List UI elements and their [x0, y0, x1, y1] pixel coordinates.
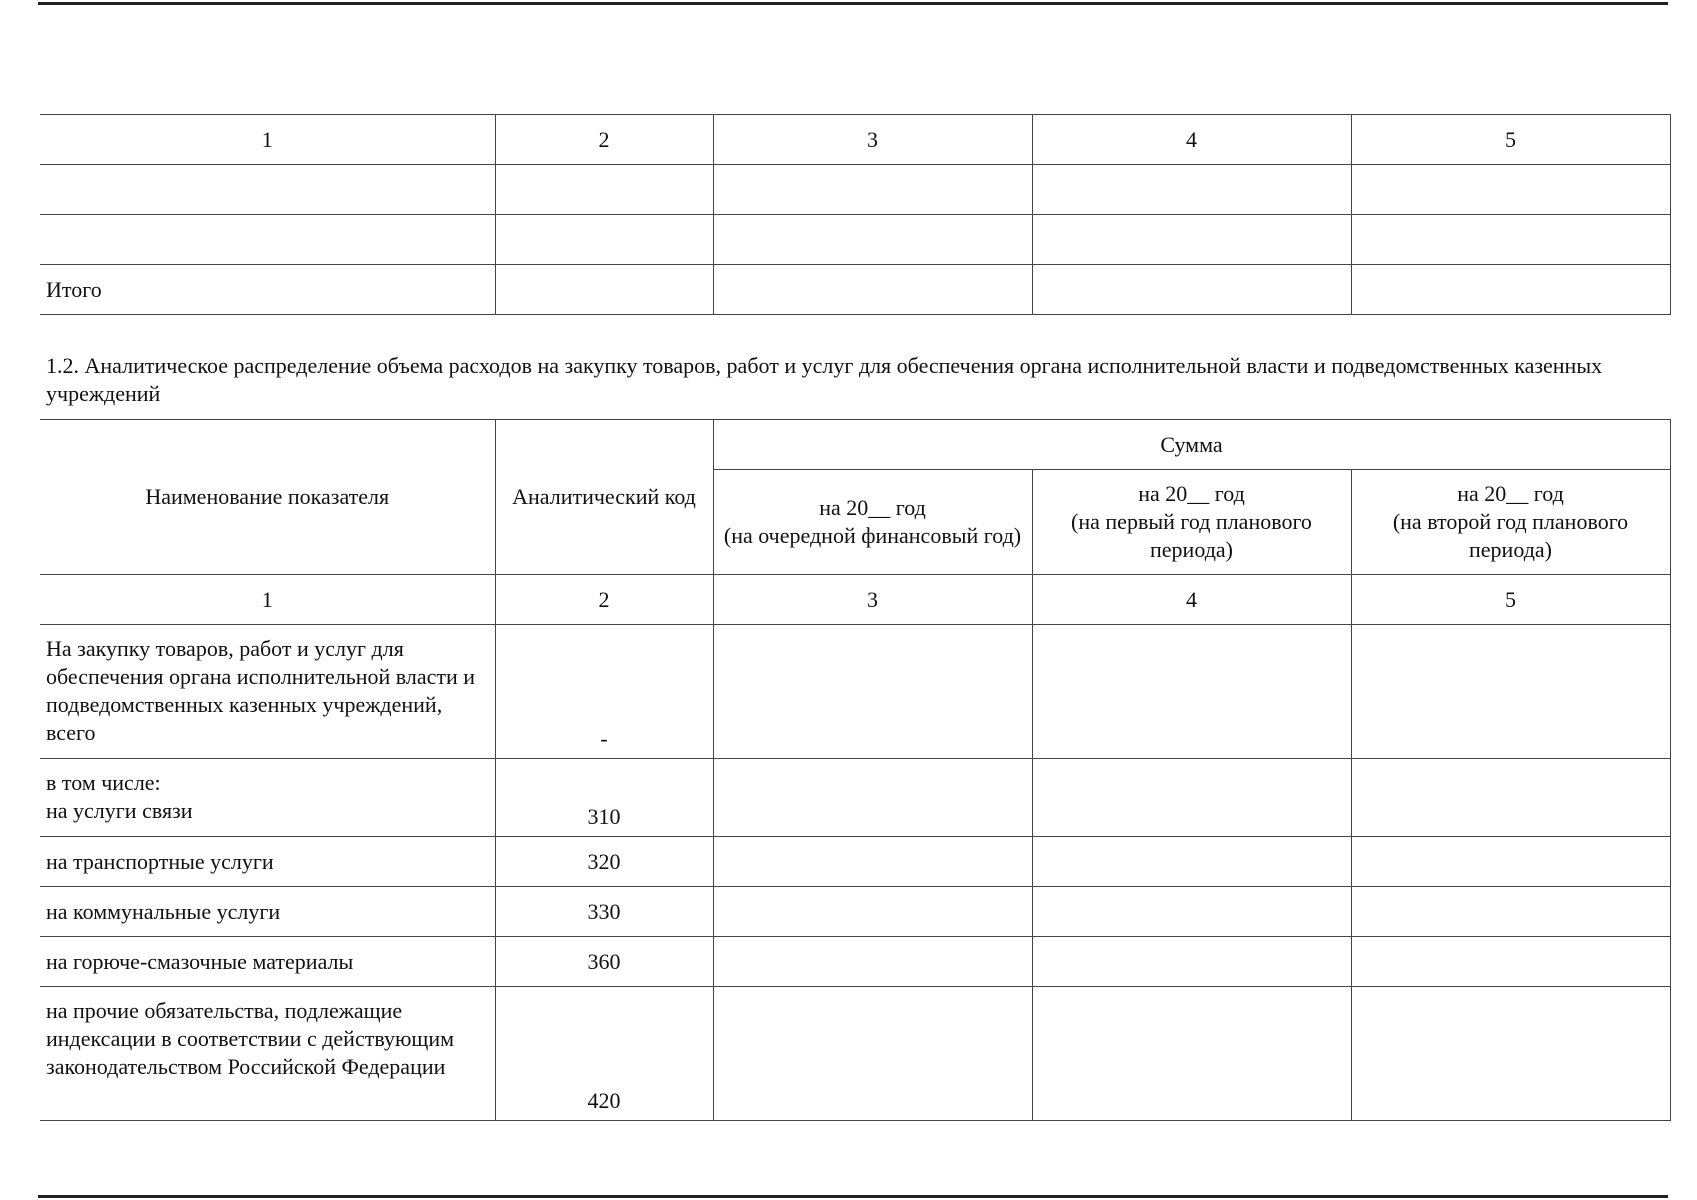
table-row [40, 759, 1670, 837]
empty-cell[interactable] [713, 165, 1032, 215]
table-row [40, 625, 1670, 759]
empty-cell[interactable] [1351, 759, 1670, 837]
total-row [40, 265, 1670, 315]
header-year-plan-1: на 20__ год (на первый год планового периода) [1032, 470, 1351, 575]
header-year-plan-2: на 20__ год (на второй год планового периода) [1351, 470, 1670, 575]
table-row [40, 887, 1670, 937]
empty-cell[interactable] [713, 265, 1032, 315]
table-row [40, 215, 1670, 265]
expenses-table-continuation [40, 114, 1671, 315]
total-label: Итого [40, 265, 495, 315]
table-row [40, 165, 1670, 215]
col-number-4: 4 [1032, 115, 1351, 165]
row-code: 330 [495, 887, 713, 937]
empty-cell[interactable] [495, 265, 713, 315]
empty-cell[interactable] [1351, 837, 1670, 887]
empty-cell[interactable] [1032, 837, 1351, 887]
row-code: 310 [495, 759, 713, 837]
empty-cell[interactable] [713, 837, 1032, 887]
empty-cell[interactable] [1032, 937, 1351, 987]
row-name: На закупку товаров, работ и услуг для обеспечения органа исполнительной власти и подведомственных казенных учреждений, всего [40, 625, 495, 759]
empty-cell[interactable] [495, 215, 713, 265]
row-name: на прочие обязательства, подлежащие индексации в соответствии с действующим законодательством Российской Федерации [40, 987, 495, 1121]
analytic-distribution-table [40, 419, 1671, 1121]
header-row-1 [40, 420, 1670, 470]
column-number-row [40, 575, 1670, 625]
table-row [40, 987, 1670, 1121]
empty-cell[interactable] [713, 625, 1032, 759]
empty-cell[interactable] [40, 215, 495, 265]
table-row [40, 837, 1670, 887]
header-year-current: на 20__ год (на очередной финансовый год) [713, 470, 1032, 575]
col-number-1: 1 [40, 575, 495, 625]
header-indicator-name: Наименование показателя [40, 420, 495, 575]
empty-cell[interactable] [1032, 215, 1351, 265]
empty-cell[interactable] [713, 987, 1032, 1121]
empty-cell[interactable] [40, 165, 495, 215]
empty-cell[interactable] [1351, 165, 1670, 215]
header-sum: Сумма [713, 420, 1670, 470]
row-code: 320 [495, 837, 713, 887]
empty-cell[interactable] [495, 165, 713, 215]
col-number-5: 5 [1351, 115, 1670, 165]
empty-cell[interactable] [1032, 887, 1351, 937]
col-number-4: 4 [1032, 575, 1351, 625]
row-code: - [495, 625, 713, 759]
top-page-rule [38, 2, 1668, 5]
empty-cell[interactable] [713, 215, 1032, 265]
col-number-2: 2 [495, 575, 713, 625]
row-name: в том числе: на услуги связи [40, 759, 495, 837]
bottom-page-rule [38, 1195, 1668, 1198]
col-number-5: 5 [1351, 575, 1670, 625]
column-number-row [40, 115, 1670, 165]
section-title: 1.2. Аналитическое распределение объема расходов на закупку товаров, работ и услуг для обеспечения органа исполнительной власти и подведомственных казенных учреждений [46, 353, 1603, 406]
empty-cell[interactable] [1032, 987, 1351, 1121]
empty-cell[interactable] [713, 937, 1032, 987]
row-name: на транспортные услуги [40, 837, 495, 887]
empty-cell[interactable] [1032, 165, 1351, 215]
row-code: 360 [495, 937, 713, 987]
col-number-3: 3 [713, 115, 1032, 165]
empty-cell[interactable] [1351, 887, 1670, 937]
empty-cell[interactable] [713, 887, 1032, 937]
row-code: 420 [495, 987, 713, 1121]
row-name: на коммунальные услуги [40, 887, 495, 937]
row-name: на горюче-смазочные материалы [40, 937, 495, 987]
empty-cell[interactable] [1032, 265, 1351, 315]
empty-cell[interactable] [1351, 937, 1670, 987]
empty-cell[interactable] [713, 759, 1032, 837]
col-number-2: 2 [495, 115, 713, 165]
empty-cell[interactable] [1351, 625, 1670, 759]
header-analytic-code: Аналитический код [495, 420, 713, 575]
table-row [40, 937, 1670, 987]
empty-cell[interactable] [1351, 265, 1670, 315]
empty-cell[interactable] [1032, 625, 1351, 759]
col-number-3: 3 [713, 575, 1032, 625]
empty-cell[interactable] [1032, 759, 1351, 837]
empty-cell[interactable] [1351, 215, 1670, 265]
col-number-1: 1 [40, 115, 495, 165]
empty-cell[interactable] [1351, 987, 1670, 1121]
